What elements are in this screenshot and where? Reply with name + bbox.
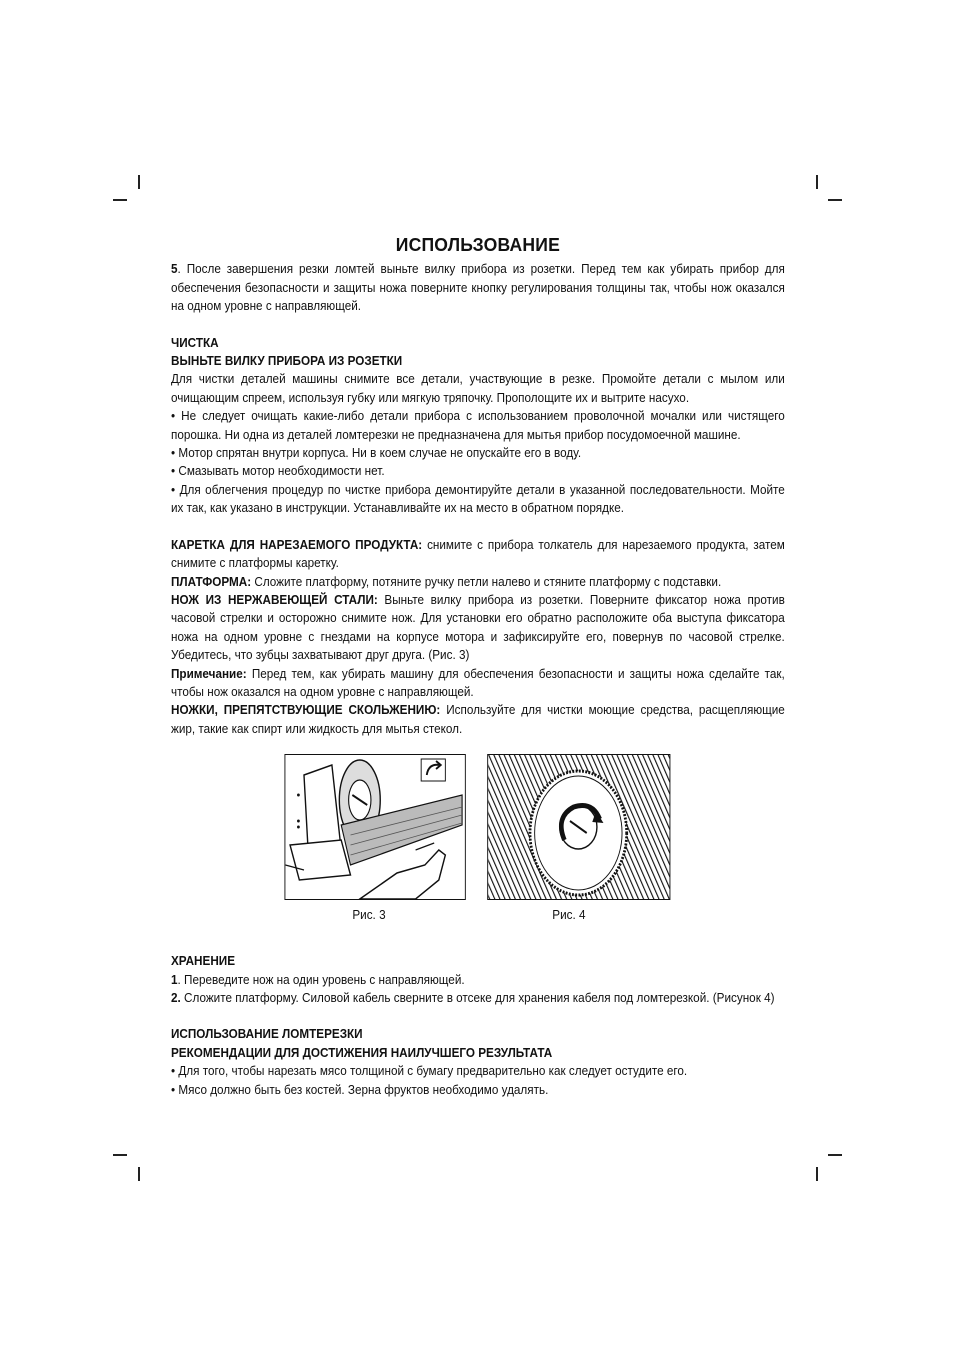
carriage-text: снимите с прибора толкатель для нарезаемого продукта, затем снимите с платформы каретку. — [171, 537, 785, 571]
knife-paragraph — [171, 591, 785, 665]
crop-mark-top-left-vertical — [138, 175, 140, 189]
cleaning-paragraph-1: Для чистки деталей машины снимите все детали, участвующие в резке. Промойте детали с мылом или очищающим спреем, используя губку или мягкую тряпочку. Прополощите их и вытрите насухо. — [171, 372, 785, 405]
cleaning-subheading: ВЫНЬТЕ ВИЛКУ ПРИБОРА ИЗ РОЗЕТКИ — [171, 354, 403, 369]
platform-label: ПЛАТФОРМА: — [171, 574, 252, 589]
figures-row — [171, 754, 785, 938]
storage-item-1-number: 1 — [171, 972, 178, 987]
carriage-label: КАРЕТКА ДЛЯ НАРЕЗАЕМОГО ПРОДУКТА: — [171, 537, 423, 552]
feet-paragraph — [171, 701, 785, 738]
figure-4-drawing — [488, 755, 669, 899]
page-title: ИСПОЛЬЗОВАНИЕ — [395, 235, 561, 255]
crop-mark-top-right-horizontal — [828, 199, 842, 201]
cleaning-paragraph-4: • Смазывать мотор необходимости нет. — [171, 464, 385, 479]
page-content — [171, 236, 785, 1099]
usage-bullet-2: • Мясо должно быть без костей. Зерна фруктов необходимо удалять. — [171, 1082, 549, 1097]
cleaning-heading: ЧИСТКА — [171, 335, 219, 350]
carriage-paragraph — [171, 536, 785, 573]
crop-mark-bottom-right-vertical — [816, 1167, 818, 1181]
figure-3-knife-removal-illustration — [284, 754, 465, 900]
intro-text: . После завершения резки ломтей выньте вилку прибора из розетки. Перед тем как убирать прибор для обеспечения безопасности и защиты ножа поверните кнопку регулирования толщины так, чтобы нож оказался на одном уровне с направляющей. — [171, 262, 785, 314]
intro-paragraph — [171, 260, 785, 315]
usage-heading: ИСПОЛЬЗОВАНИЕ ЛОМТЕРЕЗКИ — [171, 1027, 363, 1042]
storage-item-1 — [171, 971, 785, 989]
crop-mark-bottom-right-horizontal — [828, 1154, 842, 1156]
figure-4-caption: Рис. 4 — [552, 908, 586, 923]
platform-paragraph — [171, 573, 785, 591]
storage-item-2-number: 2. — [171, 990, 181, 1005]
note-text: Перед тем, как убирать машину для обеспечения безопасности и защиты ножа сделайте так, чтобы нож оказался на одном уровне с направляющей. — [171, 666, 785, 699]
platform-text: Сложите платформу, потяните ручку петли налево и стяните платформу с подставки. — [251, 574, 722, 589]
cleaning-paragraph-2: • Не следует очищать какие-либо детали прибора с использованием проволочной мочалки или чистящего порошка. Ни одна из деталей ломтерезки не предназначена для мытья прибор посудомоечной машине. — [171, 409, 785, 442]
figure-4-knife-lock-illustration — [487, 754, 670, 900]
storage-item-2-text: Сложите платформу. Силовой кабель сверните в отсеке для хранения кабеля под ломтерезкой. (Рисунок 4) — [180, 990, 775, 1005]
knife-text: Выньте вилку прибора из розетки. Поверните фиксатор ножа против часовой стрелки и осторожно снимите нож. Для установки его обратно расположите оба выступа фиксатора ножа на одном уровне с гнездами на корпусе мотора и зафиксируйте его, повернув по часовой стрелке. Убедитесь, что зубцы захватывают друг друга. (Рис. 3) — [171, 592, 785, 663]
cleaning-paragraph-5: • Для облегчения процедур по чистке прибора демонтируйте детали в указанной последовательности. Мойте их так, как указано в инструкции. Устанавливайте их на место в обратном порядке. — [171, 482, 785, 516]
storage-item-1-text: . Переведите нож на один уровень с направляющей. — [177, 972, 465, 987]
crop-mark-top-right-vertical — [816, 175, 818, 189]
feet-label: НОЖКИ, ПРЕПЯТСТВУЮЩИЕ СКОЛЬЖЕНИЮ: — [171, 703, 441, 718]
intro-step-number: 5 — [171, 262, 178, 277]
storage-heading: ХРАНЕНИЕ — [171, 954, 236, 969]
figure-3-drawing — [285, 755, 464, 899]
usage-bullet-1: • Для того, чтобы нарезать мясо толщиной с бумагу предварительно как следует остудите его. — [171, 1064, 688, 1079]
crop-mark-bottom-left-horizontal — [113, 1154, 127, 1156]
note-label: Примечание: — [171, 666, 247, 681]
feet-text: Используйте для чистки моющие средства, расщепляющие жир, такие как спирт или жидкость для мытья стекол. — [171, 703, 785, 736]
usage-subheading: РЕКОМЕНДАЦИИ ДЛЯ ДОСТИЖЕНИЯ НАИЛУЧШЕГО РЕЗУЛЬТАТА — [171, 1045, 553, 1060]
cleaning-paragraph-3: • Мотор спрятан внутри корпуса. Ни в коем случае не опускайте его в воду. — [171, 446, 582, 461]
figure-3-caption: Рис. 3 — [352, 908, 386, 923]
note-paragraph — [171, 665, 785, 702]
crop-mark-top-left-horizontal — [113, 199, 127, 201]
crop-mark-bottom-left-vertical — [138, 1167, 140, 1181]
storage-item-2 — [171, 989, 785, 1007]
knife-label: НОЖ ИЗ НЕРЖАВЕЮЩЕЙ СТАЛИ: — [171, 592, 378, 607]
